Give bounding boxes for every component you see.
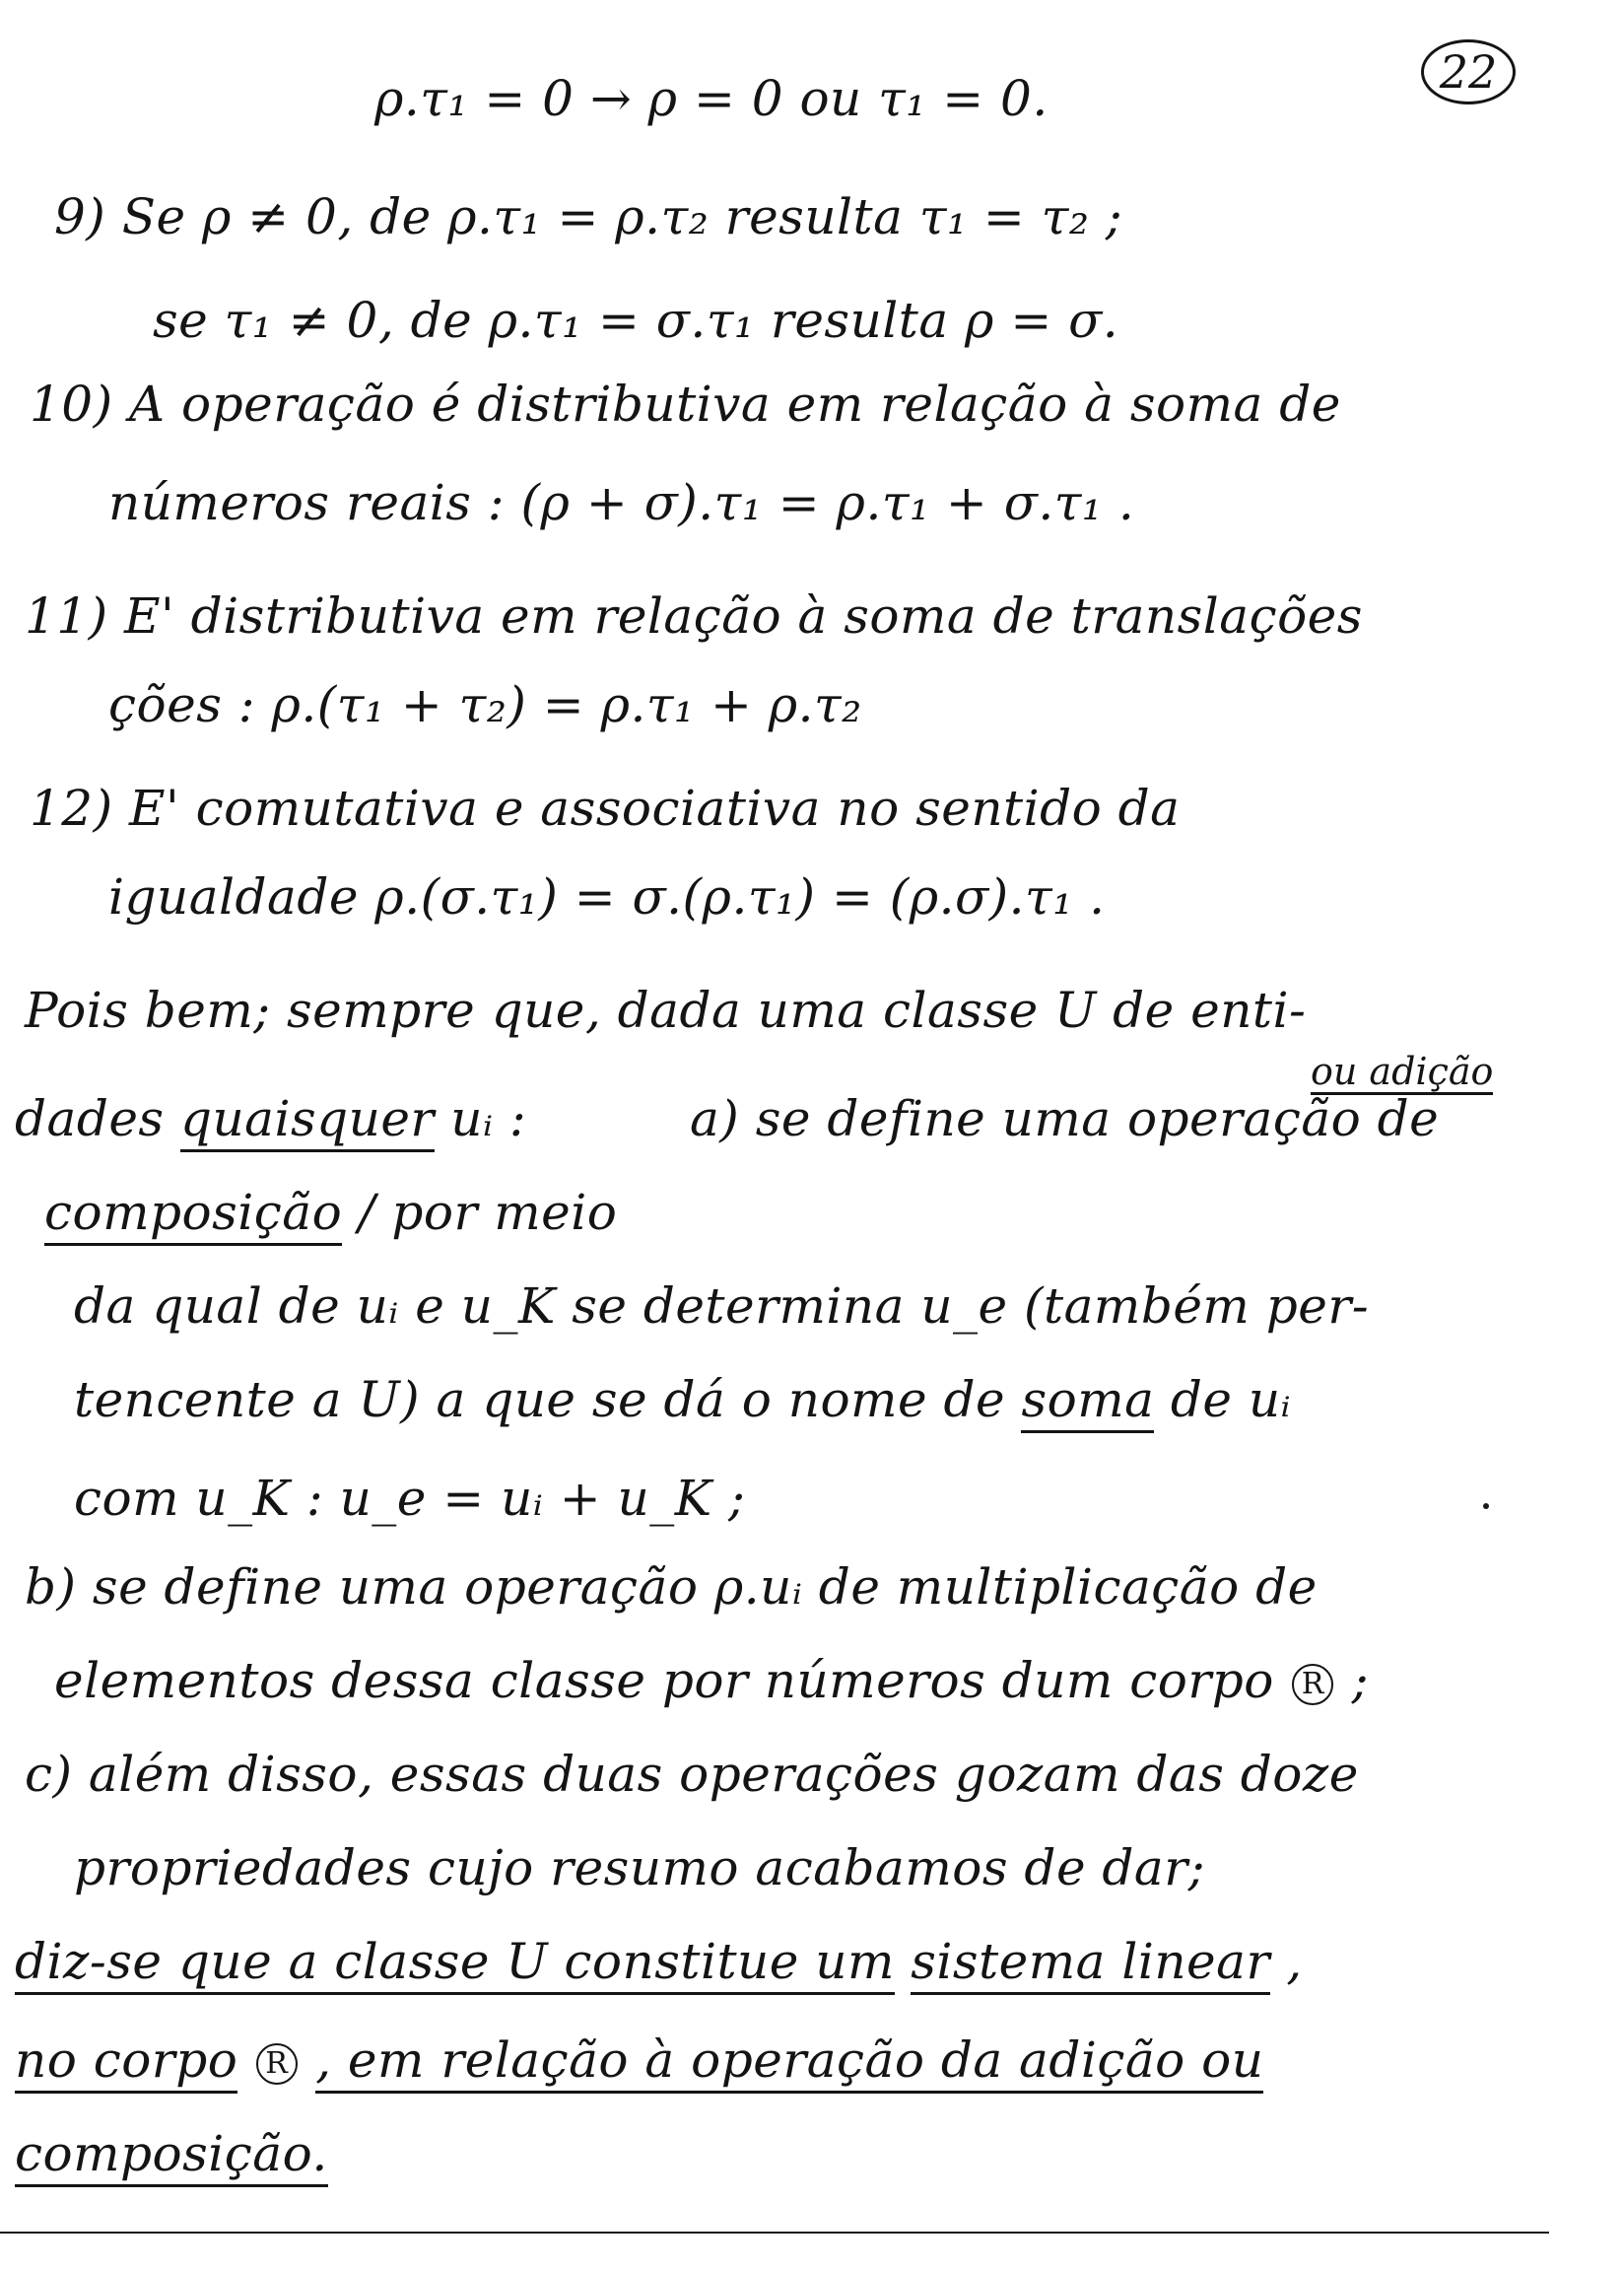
item-a-line-1-continued: [44, 1184, 618, 1241]
property-12-line-1: 12) E' comutativa e associativa no sentido da: [30, 780, 1181, 837]
item-c-line-3: [15, 1933, 1303, 1990]
composicao-underlined: composição: [44, 1184, 342, 1246]
definition-intro-text: dades quaisquer uᵢ :: [15, 1090, 526, 1152]
property-11-line-2: ções : ρ.(τ₁ + τ₂) = ρ.τ₁ + ρ.τ₂: [108, 676, 862, 733]
conclusion-line-2: [15, 2125, 328, 2182]
property-12-line-2: igualdade ρ.(σ.τ₁) = σ.(ρ.τ₁) = (ρ.σ).τ₁ .: [108, 868, 1106, 926]
item-c-line-3-after: ,: [1286, 1933, 1303, 1990]
conclusion-line-1-after: , em relação à operação da adição ou: [315, 2031, 1263, 2094]
property-10-line-2: números reais : (ρ + σ).τ₁ = ρ.τ₁ + σ.τ₁ .: [108, 474, 1135, 531]
sistema-linear-underlined: sistema linear: [911, 1933, 1270, 1995]
page-number-circled: 22: [1421, 39, 1516, 104]
conclusion-line-1-before: no corpo: [15, 2031, 237, 2094]
definition-intro-line-2: [15, 1090, 527, 1147]
circled-r-symbol: R: [1292, 1664, 1333, 1705]
soma-underlined: soma: [1021, 1371, 1154, 1433]
property-10-line-1: 10) A operação é distributiva em relação à soma de: [30, 376, 1341, 433]
item-a-line-1-after: / por meio: [358, 1184, 618, 1241]
item-a-line-2: da qual de uᵢ e u_K se determina u_e (também per-: [74, 1277, 1370, 1335]
property-9-line-2: se τ₁ ≠ 0, de ρ.τ₁ = σ.τ₁ resulta ρ = σ.: [153, 292, 1119, 349]
formula-line-top: ρ.τ₁ = 0 → ρ = 0 ou τ₁ = 0.: [374, 70, 1049, 127]
item-a-line-1-before: a) se define uma operação de: [690, 1090, 1440, 1147]
insertion-note: ou adição: [1311, 1050, 1494, 1093]
item-a-line-3-after: de uᵢ: [1170, 1371, 1292, 1428]
item-a-line-4: com u_K : u_e = uᵢ + u_K ;: [74, 1470, 746, 1527]
item-a-line-1: [690, 1090, 1440, 1147]
bottom-scan-edge: [0, 2232, 1549, 2234]
quaisquer-underlined: quaisquer: [180, 1090, 435, 1152]
item-c-line-2: propriedades cujo resumo acabamos de dar;: [74, 1839, 1205, 1896]
item-b-line-2-before: elementos dessa classe por números dum corpo: [54, 1652, 1274, 1709]
item-b-line-2: [54, 1652, 1370, 1709]
ink-speck: [1483, 1503, 1489, 1509]
circled-r-symbol-2: R: [256, 2043, 298, 2085]
item-c-line-3-underlined-before: diz-se que a classe U constitue um: [15, 1933, 895, 1995]
item-b-line-2-after: ;: [1351, 1652, 1370, 1709]
definition-intro-line-1: Pois bem; sempre que, dada uma classe U de enti-: [25, 982, 1307, 1039]
item-b-line-1: b) se define uma operação ρ.uᵢ de multiplicação de: [25, 1558, 1318, 1616]
property-11-line-1: 11) E' distributiva em relação à soma de translações: [25, 587, 1363, 645]
conclusion-line-1: [15, 2031, 1264, 2089]
composicao-final-underlined: composição.: [15, 2125, 328, 2187]
property-9-line-1: 9) Se ρ ≠ 0, de ρ.τ₁ = ρ.τ₂ resulta τ₁ = τ₂ ;: [54, 188, 1123, 245]
item-c-line-1: c) além disso, essas duas operações gozam das doze: [25, 1746, 1359, 1803]
item-a-line-3: [74, 1371, 1292, 1428]
item-a-line-3-before: tencente a U) a que se dá o nome de: [74, 1371, 1006, 1428]
